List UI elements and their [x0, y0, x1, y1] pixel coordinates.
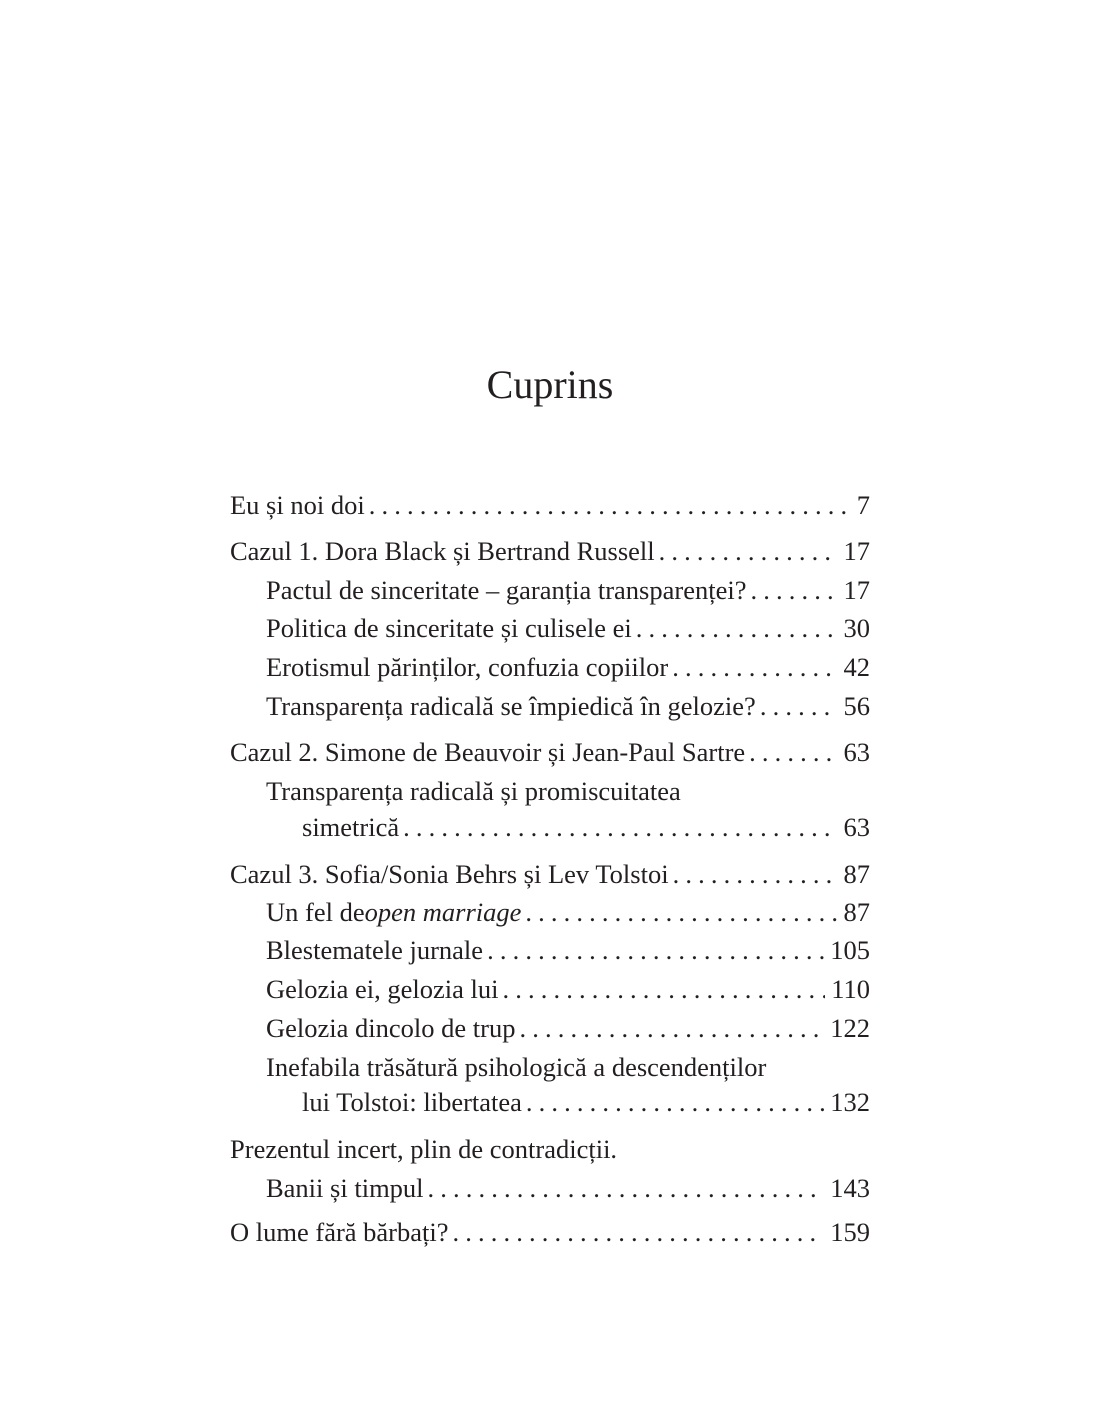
toc-entry-title: Pactul de sinceritate – garanția transparenței? [266, 575, 747, 605]
toc-entry [266, 650, 870, 684]
toc-entry-title: lui Tolstoi: libertatea [302, 1087, 522, 1117]
dot-leader [526, 1085, 824, 1119]
toc-entry [230, 857, 870, 891]
toc-entry [230, 1132, 870, 1166]
toc-entry-title: O lume fără bărbați? [230, 1217, 449, 1247]
dot-leader [503, 972, 826, 1006]
page-title: Cuprins [486, 362, 614, 407]
toc-entry-page: 87 [843, 897, 870, 927]
toc-entry [230, 488, 870, 522]
dot-leader [403, 810, 837, 844]
toc-entry-page: 30 [843, 613, 870, 643]
toc-entry-page: 56 [843, 691, 870, 721]
toc-entry [230, 735, 870, 769]
dot-leader [659, 534, 838, 568]
toc-entry [266, 774, 870, 808]
toc-entry-page: 122 [830, 1013, 870, 1043]
toc-entry-title-italic: open marriage [364, 897, 522, 927]
toc-entry-title: Prezentul incert, plin de contradicții. [230, 1134, 618, 1164]
dot-leader [672, 650, 837, 684]
toc-entry-page: 105 [830, 935, 870, 965]
toc-entry-title: Inefabila trăsătură psihologică a descendenților [266, 1052, 767, 1082]
toc-entry-page: 42 [843, 652, 870, 682]
dot-leader [750, 573, 837, 607]
toc-entry [266, 1011, 870, 1045]
toc-entry [266, 972, 870, 1006]
toc-entry [302, 810, 870, 844]
toc-entry-page: 110 [831, 974, 870, 1004]
toc-entry-title: Cazul 2. Simone de Beauvoir și Jean-Paul Sartre [230, 737, 746, 767]
dot-leader [760, 689, 838, 723]
dot-leader [636, 611, 838, 645]
toc-entry-title: Erotismul părinților, confuzia copiilor [266, 652, 669, 682]
toc-entry-title: simetrică [302, 812, 400, 842]
toc-entry-title: Un fel de [266, 897, 365, 927]
toc-entry-title: Politica de sinceritate și culisele ei [266, 613, 632, 643]
dot-leader [519, 1011, 824, 1045]
toc-entry-title: Cazul 3. Sofia/Sonia Behrs și Lev Tolstoi [230, 859, 669, 889]
toc-entry-page: 63 [843, 737, 870, 767]
dot-leader [453, 1215, 825, 1249]
dot-leader [369, 488, 851, 522]
toc-entry-title: Transparența radicală și promiscuitatea [266, 776, 681, 806]
toc-entry [266, 573, 870, 607]
toc-entry [266, 611, 870, 645]
dot-leader [673, 857, 838, 891]
dot-leader [428, 1171, 825, 1205]
toc-entry [266, 933, 870, 967]
toc-entry-title: Gelozia dincolo de trup [266, 1013, 516, 1043]
toc-entry-page: 87 [843, 859, 870, 889]
toc-entry-title: Transparența radicală se împiedică în gelozie? [266, 691, 756, 721]
toc-entry-page: 7 [856, 490, 870, 520]
toc-entry-title: Cazul 1. Dora Black și Bertrand Russell [230, 536, 655, 566]
dot-leader [487, 933, 824, 967]
toc-entry [266, 895, 870, 929]
toc-entry-page: 17 [843, 575, 870, 605]
toc-entry [230, 1215, 870, 1249]
toc-entry-page: 17 [843, 536, 870, 566]
toc-entry-page: 63 [843, 812, 870, 842]
toc-entry [302, 1085, 870, 1119]
toc-entry [266, 1050, 870, 1084]
dot-leader [749, 735, 837, 769]
toc-entry-title: Blestematele jurnale [266, 935, 484, 965]
toc-entry [230, 534, 870, 568]
toc-entry-page: 143 [830, 1173, 870, 1203]
toc-entry-title: Eu și noi doi [230, 490, 365, 520]
dot-leader [525, 895, 837, 929]
toc-entry [266, 1171, 870, 1205]
toc-entry-page: 159 [830, 1217, 870, 1247]
toc-entry-title: Gelozia ei, gelozia lui [266, 974, 499, 1004]
toc-entry [266, 689, 870, 723]
toc-entry-page: 132 [830, 1087, 870, 1117]
toc-entry-title: Banii și timpul [266, 1173, 424, 1203]
